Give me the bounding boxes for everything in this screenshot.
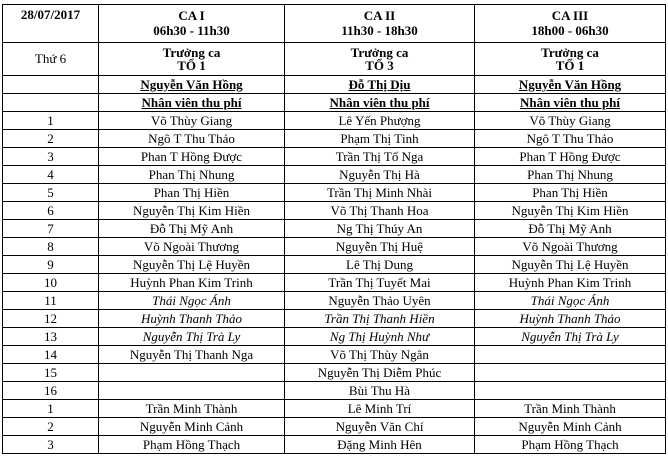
shift-3-lead-name: Nguyễn Văn Hồng (475, 76, 666, 94)
shift-3-staff: Võ Thùy Giang (475, 112, 666, 130)
shift-3-lead (475, 43, 666, 76)
shift-2-staff: Phạm Thị Tình (285, 130, 475, 148)
row-number: 7 (3, 220, 99, 238)
row-number: 5 (3, 184, 99, 202)
shift-1-title: CA I (178, 8, 205, 23)
shift-2-staff: Nguyễn Thị Diễm Phúc (285, 364, 475, 382)
row-number: 16 (3, 382, 99, 400)
shift-1-staff: Phan Thị Hiền (99, 184, 285, 202)
table-row (3, 436, 666, 454)
shift-1-staff: Huỳnh Thanh Thảo (99, 310, 285, 328)
shift-3-staff: Nguyễn Thị Trà Ly (475, 328, 666, 346)
shift-1-staff: Phạm Hồng Thạch (99, 436, 285, 454)
table-row (3, 238, 666, 256)
lead-name-blank (3, 76, 99, 94)
shift-1-header (99, 5, 285, 43)
shift-3-staff (475, 364, 666, 382)
table-row (3, 112, 666, 130)
shift-3-staff: Nguyễn Thị Kim Hiền (475, 202, 666, 220)
table-row (3, 274, 666, 292)
shift-3-title: CA III (551, 8, 589, 23)
row-number: 2 (3, 418, 99, 436)
shift-1-staff: Nguyễn Thị Lệ Huyền (99, 256, 285, 274)
lead-name-row (3, 76, 666, 94)
shift-2-staff: Võ Thị Thùy Ngân (285, 346, 475, 364)
shift-2-staff: Nguyễn Thảo Uyên (285, 292, 475, 310)
shift-1-staff: Nguyễn Thị Thanh Nga (99, 346, 285, 364)
row-number: 3 (3, 436, 99, 454)
shift-2-staff: Nguyễn Văn Chí (285, 418, 475, 436)
row-number: 8 (3, 238, 99, 256)
shift-2-staff: Ng Thị Thúy An (285, 220, 475, 238)
row-number: 3 (3, 148, 99, 166)
shift-1-time: 06h30 - 11h30 (153, 23, 230, 38)
shift-1-lead-name: Nguyễn Văn Hồng (99, 76, 285, 94)
row-number: 1 (3, 400, 99, 418)
table-row (3, 130, 666, 148)
shift-1-staff: Ngô T Thu Thảo (99, 130, 285, 148)
row-number: 1 (3, 112, 99, 130)
shift-lead-row (3, 43, 666, 76)
shift-1-staff (99, 382, 285, 400)
table-row (3, 328, 666, 346)
row-number: 4 (3, 166, 99, 184)
table-row (3, 292, 666, 310)
table-row (3, 400, 666, 418)
shift-3-staff: Ngô T Thu Thảo (475, 130, 666, 148)
shift-3-staff (475, 382, 666, 400)
shift-1-staff-header: Nhân viên thu phí (99, 94, 285, 112)
shift-2-staff: Bùi Thu Hà (285, 382, 475, 400)
shift-3-staff: Võ Ngoài Thương (475, 238, 666, 256)
staff-header-row (3, 94, 666, 112)
shift-1-team: TỔ 1 (177, 58, 206, 73)
shift-3-lead-label: Trưởng ca (541, 45, 599, 60)
shift-3-staff: Đỗ Thị Mỹ Anh (475, 220, 666, 238)
shift-1-staff: Võ Ngoài Thương (99, 238, 285, 256)
shift-1-staff (99, 364, 285, 382)
row-number: 2 (3, 130, 99, 148)
row-number: 13 (3, 328, 99, 346)
shift-3-staff: Phạm Hồng Thạch (475, 436, 666, 454)
shift-2-staff: Ng Thị Huỳnh Như (285, 328, 475, 346)
shift-3-staff: Phan T Hồng Được (475, 148, 666, 166)
table-row (3, 148, 666, 166)
shift-2-lead-label: Trưởng ca (350, 45, 409, 60)
table-row (3, 166, 666, 184)
table-row (3, 184, 666, 202)
staff-header-blank (3, 94, 99, 112)
shift-3-staff: Nguyễn Minh Cảnh (475, 418, 666, 436)
weekday-cell: Thứ 6 (3, 43, 99, 76)
shift-1-staff: Đỗ Thị Mỹ Anh (99, 220, 285, 238)
shift-3-staff: Phan Thị Nhung (475, 166, 666, 184)
shift-2-staff: Lê Yến Phượng (285, 112, 475, 130)
shift-3-team: TỔ 1 (555, 58, 585, 73)
shift-1-staff: Nguyễn Thị Trà Ly (99, 328, 285, 346)
shift-2-staff: Võ Thị Thanh Hoa (285, 202, 475, 220)
shift-2-staff: Nguyễn Thị Huệ (285, 238, 475, 256)
shift-2-time: 11h30 - 18h30 (341, 23, 418, 38)
shift-header-row (3, 5, 666, 43)
shift-1-staff: Phan Thị Nhung (99, 166, 285, 184)
date-cell: 28/07/2017 (3, 5, 99, 43)
shift-3-staff: Huỳnh Phan Kim Trinh (475, 274, 666, 292)
shift-1-staff: Phan T Hồng Được (99, 148, 285, 166)
shift-2-staff: Trần Thị Tuyết Mai (285, 274, 475, 292)
shift-1-lead (99, 43, 285, 76)
row-number: 15 (3, 364, 99, 382)
table-row (3, 382, 666, 400)
table-row (3, 202, 666, 220)
table-row (3, 220, 666, 238)
shift-2-staff: Trần Thị Minh Nhài (285, 184, 475, 202)
row-number: 10 (3, 274, 99, 292)
shift-3-header (475, 5, 666, 43)
table-row (3, 364, 666, 382)
shift-1-staff: Huỳnh Phan Kim Trinh (99, 274, 285, 292)
shift-3-staff: Nguyễn Thị Lệ Huyền (475, 256, 666, 274)
shift-2-lead-name: Đỗ Thị Dịu (285, 76, 475, 94)
shift-3-staff: Thái Ngọc Ánh (475, 292, 666, 310)
table-row (3, 256, 666, 274)
row-number: 9 (3, 256, 99, 274)
table-row (3, 346, 666, 364)
shift-1-staff: Nguyễn Minh Cảnh (99, 418, 285, 436)
shift-1-staff: Thái Ngọc Ánh (99, 292, 285, 310)
shift-3-staff: Trần Minh Thành (475, 400, 666, 418)
table-row (3, 418, 666, 436)
shift-1-staff: Võ Thùy Giang (99, 112, 285, 130)
shift-2-header (285, 5, 475, 43)
shift-3-staff (475, 346, 666, 364)
shift-2-lead (285, 43, 475, 76)
shift-3-staff-header: Nhân viên thu phí (475, 94, 666, 112)
shift-2-staff: Trần Thị Tố Nga (285, 148, 475, 166)
shift-1-staff: Trần Minh Thành (99, 400, 285, 418)
shift-3-staff: Huỳnh Thanh Thảo (475, 310, 666, 328)
row-number: 14 (3, 346, 99, 364)
shift-2-staff: Lê Minh Trí (285, 400, 475, 418)
shift-2-staff: Đặng Minh Hên (285, 436, 475, 454)
shift-3-staff: Phan Thị Hiền (475, 184, 666, 202)
shift-2-staff-header: Nhân viên thu phí (285, 94, 475, 112)
row-number: 11 (3, 292, 99, 310)
shift-2-staff: Lê Thị Dung (285, 256, 475, 274)
row-number: 12 (3, 310, 99, 328)
shift-2-title: CA II (363, 8, 396, 23)
table-row (3, 310, 666, 328)
shift-2-staff: Nguyễn Thị Hà (285, 166, 475, 184)
shift-2-team: TỔ 3 (365, 58, 394, 73)
shift-2-staff: Trần Thị Thanh Hiền (285, 310, 475, 328)
shift-1-lead-label: Trưởng ca (162, 45, 221, 60)
shift-3-time: 18h00 - 06h30 (531, 23, 609, 38)
shift-1-staff: Nguyễn Thị Kim Hiền (99, 202, 285, 220)
row-number: 6 (3, 202, 99, 220)
shift-roster-table (2, 4, 666, 454)
